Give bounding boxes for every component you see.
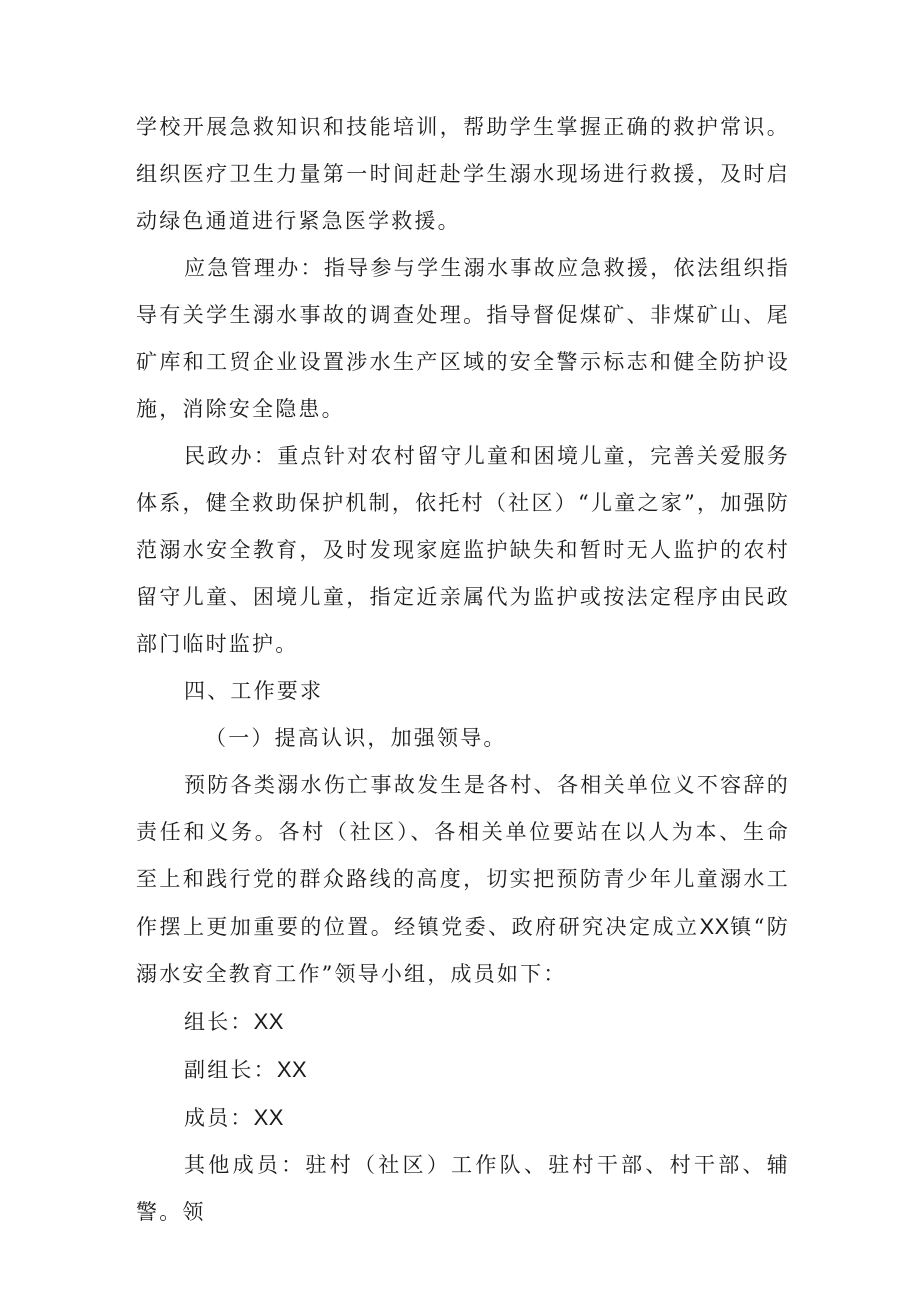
section-heading-work-requirements: 四、工作要求 (184, 679, 324, 703)
paragraph-first-aid-training: 学校开展急救知识和技能培训，帮助学生掌握正确的救护常识。组织医疗卫生力量第一时间赶赴学生溺水现场进行救援，及时启动绿色通道进行紧急医学救援。 (136, 115, 790, 233)
deputy-leader-line (136, 1046, 790, 1094)
members-value: XX (253, 1105, 284, 1130)
other-members-line: 其他成员：驻村（社区）工作队、驻村干部、村干部、辅警。领 (136, 1153, 790, 1224)
paragraph-civil-affairs-office: 民政办：重点针对农村留守儿童和困境儿童，完善关爱服务体系，健全救助保护机制，依托村（社区）“儿童之家”，加强防范溺水安全教育，及时发现家庭监护缺失和暂时无人监护的农村留守儿童、困境儿童，指定近亲属代为监护或按法定程序由民政部门临时监护。 (136, 444, 790, 656)
deputy-leader-value: XX (276, 1057, 308, 1082)
paragraph-leading-group (136, 762, 790, 998)
subsection-heading-raise-awareness: （一）提高认识，加强领导。 (205, 726, 507, 750)
leader-label: 组长： (184, 1010, 254, 1034)
leader-line (136, 998, 790, 1046)
members-label: 成员： (184, 1106, 254, 1130)
town-name-placeholder: XX (699, 914, 730, 939)
paragraph-leading-group-text-after: 镇“防溺水安全教育工作”领导小组，成员如下： (136, 915, 790, 986)
paragraph-leading-group-text-before: 预防各类溺水伤亡事故发生是各村、各相关单位义不容辞的责任和义务。各村（社区）、各相关单位要站在以人为本、生命至上和践行党的群众路线的高度，切实把预防青少年儿童溺水工作摆上更加重要的位置。经镇党委、政府研究决定成立 (136, 773, 790, 939)
leader-value: XX (253, 1009, 284, 1034)
document-body (136, 104, 790, 1236)
deputy-leader-label: 副组长： (184, 1058, 277, 1082)
paragraph-emergency-office: 应急管理办：指导参与学生溺水事故应急救援，依法组织指导有关学生溺水事故的调查处理。指导督促煤矿、非煤矿山、尾矿库和工贸企业设置涉水生产区域的安全警示标志和健全防护设施，消除安全隐患。 (136, 256, 790, 421)
members-line (136, 1094, 790, 1142)
